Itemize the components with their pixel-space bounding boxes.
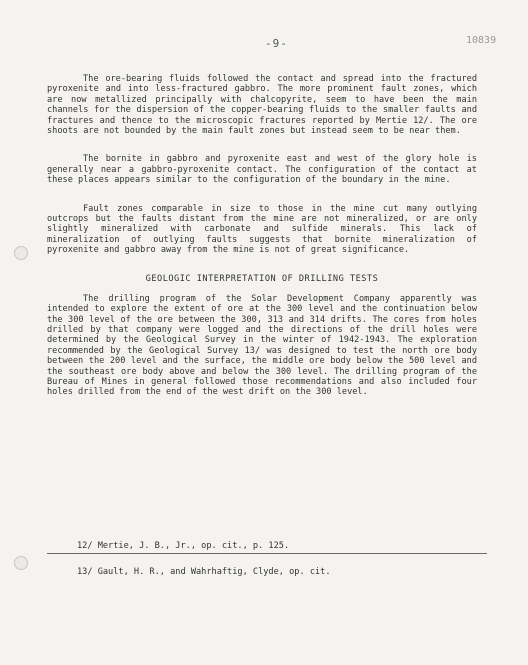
- document-number: 10839: [466, 35, 497, 46]
- punch-hole-icon: [14, 246, 28, 260]
- footnote-divider: [47, 553, 487, 554]
- footnote: 12/ Mertie, J. B., Jr., op. cit., p. 125.: [77, 541, 290, 551]
- paragraph: The ore-bearing fluids followed the contact and spread into the fractured pyroxenite and into less-fractured gabbro. The more prominent fault zones, which are now metallized principally with chalcopyrite, seem to have been the main channels for the dispersion of the copper-bearing fluids to the smaller faults and fractures and thence to the microscopic fractures reported by Mertie 12/. The ore shoots are not bounded by the main fault zones but instead seem to be near them.: [47, 74, 477, 137]
- page-number: -9-: [265, 37, 288, 50]
- punch-hole-icon: [14, 556, 28, 570]
- paragraph: The drilling program of the Solar Development Company apparently was intended to explore the extent of ore at the 300 level and the continuation below the 300 level of the ore between the 300, 313 and 314 drifts. The cores from holes drilled by that company were logged and the directions of the drill holes were determined by the Geological Survey in the winter of 1942-1943. The exploration recommended by the Geological Survey 13/ was designed to test the north ore body between the 200 level and the surface, the middle ore body below the 500 level and the southeast ore body above and below the 300 level. The drilling program of the Bureau of Mines in general followed those recommendations and also included four holes drilled from the end of the west drift on the 300 level.: [47, 293, 477, 398]
- body-text: [47, 74, 477, 416]
- paragraph: The bornite in gabbro and pyroxenite east and west of the glory hole is generally near a gabbro-pyroxenite contact. The configuration of the contact at these places appears similar to the configuration of the boundary in the mine.: [47, 154, 477, 186]
- section-heading: GEOLOGIC INTERPRETATION OF DRILLING TESTS: [145, 273, 379, 284]
- paragraph: Fault zones comparable in size to those in the mine cut many outlying outcrops but the faults distant from the mine are not mineralized, or are only slightly mineralized with carbonate and sulfide minerals. This lack of mineralization of outlying faults suggests that bornite mineralization of pyroxenite and gabbro away from the mine is not of great significance.: [47, 203, 477, 256]
- footnote: 13/ Gault, H. R., and Wahrhaftig, Clyde, op. cit.: [77, 567, 331, 577]
